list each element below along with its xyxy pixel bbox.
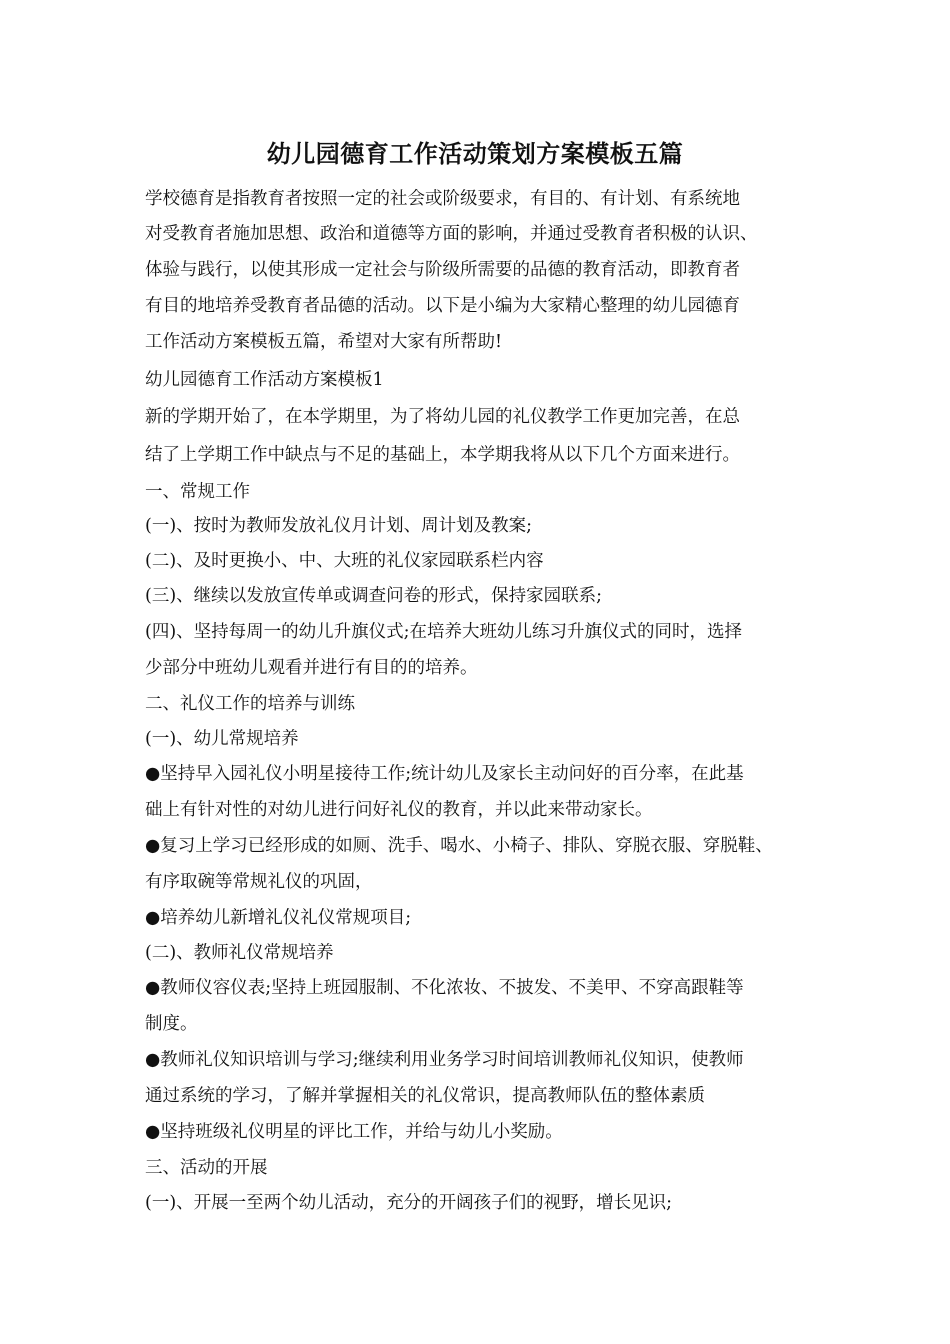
list-item: (二)、及时更换小、中、大班的礼仪家园联系栏内容 (145, 551, 544, 571)
paragraph-line: 学校德育是指教育者按照一定的社会或阶级要求，有目的、有计划、有系统地 (145, 189, 740, 209)
list-item: (三)、继续以发放宣传单或调查问卷的形式，保持家园联系; (145, 586, 603, 606)
document-title: 幼儿园德育工作活动策划方案模板五篇 (266, 139, 684, 168)
subsection-heading: (一)、幼儿常规培养 (145, 729, 299, 749)
bullet-item: ●教师仪容仪表;坚持上班园服制、不化浓妆、不披发、不美甲、不穿高跟鞋等 (145, 978, 744, 998)
bullet-item-continued: 础上有针对性的对幼儿进行问好礼仪的教育，并以此来带动家长。 (145, 800, 653, 820)
bullet-item: ●坚持班级礼仪明星的评比工作，并给与幼儿小奖励。 (145, 1122, 563, 1142)
paragraph-line: 有目的地培养受教育者品德的活动。以下是小编为大家精心整理的幼儿园德育 (145, 296, 740, 316)
list-item: (一)、开展一至两个幼儿活动，充分的开阔孩子们的视野，增长见识; (145, 1193, 673, 1213)
bullet-item-continued: 有序取碗等常规礼仪的巩固， (145, 872, 373, 892)
bullet-item-continued: 制度。 (145, 1014, 198, 1034)
list-item: (一)、按时为教师发放礼仪月计划、周计划及教案; (145, 516, 533, 536)
paragraph-line: 结了上学期工作中缺点与不足的基础上，本学期我将从以下几个方面来进行。 (145, 445, 740, 465)
bullet-item: ●培养幼儿新增礼仪礼仪常规项目; (145, 908, 412, 928)
section-heading: 三、活动的开展 (145, 1158, 268, 1178)
bullet-item: ●复习上学习已经形成的如厕、洗手、喝水、小椅子、排队、穿脱衣服、穿脱鞋、 (145, 836, 773, 856)
section-heading: 二、礼仪工作的培养与训练 (145, 694, 355, 714)
bullet-item: ●坚持早入园礼仪小明星接待工作;统计幼儿及家长主动问好的百分率，在此基 (145, 764, 744, 784)
section-heading: 幼儿园德育工作活动方案模板1 (145, 370, 384, 390)
paragraph-line: 新的学期开始了，在本学期里，为了将幼儿园的礼仪教学工作更加完善，在总 (145, 407, 740, 427)
bullet-item: ●教师礼仪知识培训与学习;继续利用业务学习时间培训教师礼仪知识，使教师 (145, 1050, 744, 1070)
bullet-item-continued: 通过系统的学习，了解并掌握相关的礼仪常识，提高教师队伍的整体素质 (145, 1086, 705, 1106)
paragraph-line: 体验与践行，以使其形成一定社会与阶级所需要的品德的教育活动，即教育者 (145, 260, 740, 280)
list-item-continued: 少部分中班幼儿观看并进行有目的的培养。 (145, 658, 478, 678)
section-heading: 一、常规工作 (145, 482, 250, 502)
paragraph-line: 工作活动方案模板五篇，希望对大家有所帮助! (145, 332, 503, 352)
subsection-heading: (二)、教师礼仪常规培养 (145, 943, 334, 963)
list-item: (四)、坚持每周一的幼儿升旗仪式;在培养大班幼儿练习升旗仪式的同时，选择 (145, 622, 743, 642)
paragraph-line: 对受教育者施加思想、政治和道德等方面的影响，并通过受教育者积极的认识、 (145, 224, 758, 244)
